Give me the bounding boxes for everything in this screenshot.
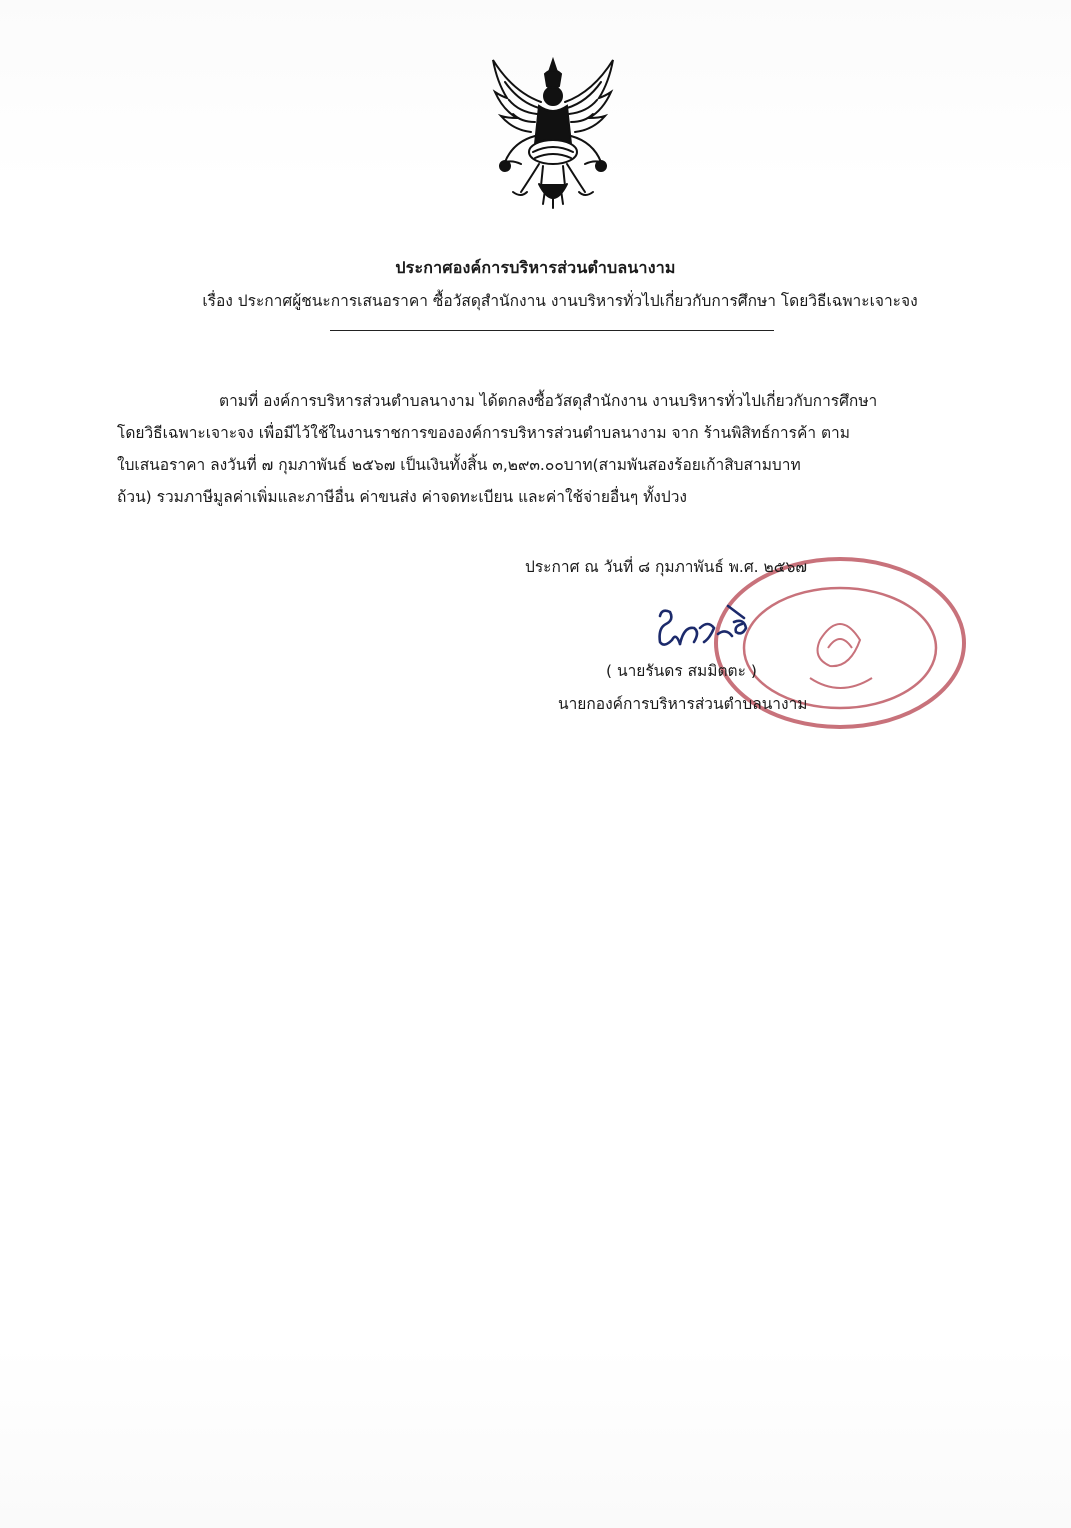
body-line-3: ใบเสนอราคา ลงวันที่ ๗ กุมภาพันธ์ ๒๕๖๗ เป็นเงินทั้งสิ้น ๓,๒๙๓.๐๐บาท(สามพันสองร้อยเก้าสิบสามบาท <box>117 456 801 474</box>
garuda-emblem-icon <box>483 52 623 214</box>
body-line-2: โดยวิธีเฉพาะเจาะจง เพื่อมีไว้ใช้ในงานราชการขององค์การบริหารส่วนตำบลนางาม จาก ร้านพิสิทธ์การค้า ตาม <box>117 424 850 442</box>
title-divider <box>330 330 774 331</box>
announcement-date: ประกาศ ณ วันที่ ๘ กุมภาพันธ์ พ.ศ. ๒๕๖๗ <box>525 558 807 576</box>
signature-icon <box>650 598 760 654</box>
body-line-1: ตามที่ องค์การบริหารส่วนตำบลนางาม ได้ตกลงซื้อวัสดุสำนักงาน งานบริหารทั่วไปเกี่ยวกับการศึกษา <box>219 392 878 410</box>
signer-name: ( นายรันดร สมมิตตะ ) <box>606 662 757 680</box>
signer-position: นายกองค์การบริหารส่วนตำบลนางาม <box>558 695 808 713</box>
announcement-subject: เรื่อง ประกาศผู้ชนะการเสนอราคา ซื้อวัสดุสำนักงาน งานบริหารทั่วไปเกี่ยวกับการศึกษา โดยวิธีเฉพาะเจาะจง <box>202 292 918 310</box>
announcement-title: ประกาศองค์การบริหารส่วนตำบลนางาม <box>395 258 676 277</box>
body-line-4: ถ้วน) รวมภาษีมูลค่าเพิ่มและภาษีอื่น ค่าขนส่ง ค่าจดทะเบียน และค่าใช้จ่ายอื่นๆ ทั้งปวง <box>117 488 687 506</box>
